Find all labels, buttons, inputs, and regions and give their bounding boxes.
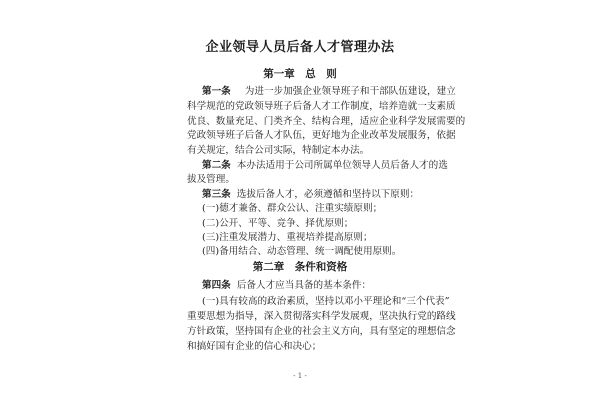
paragraph-line [187, 101, 456, 113]
line-text: 党政领导班子后备人才队伍，更好地为企业改革发展服务，依据 [187, 130, 456, 141]
line-text: 选拔后备人才，必须遵循和坚持以下原则： [236, 189, 420, 200]
document-title: 企业领导人员后备人才管理办法 [205, 40, 395, 55]
line-text: 重要思想为指导，深入贯彻落实科学发展观，坚决执行党的路线 [187, 311, 456, 322]
page-number: - 1 - [293, 372, 307, 380]
paragraph-line [187, 116, 465, 128]
line-text: (二)公开、平等、竞争、择优原则； [202, 218, 354, 229]
line-text: (三)注重发展潜力、重视培养提高原则； [202, 232, 373, 243]
paragraph-line [187, 174, 235, 186]
line-text: 优良、数量充足、门类齐全、结构合理，适应企业科学发展需要的 [187, 116, 466, 127]
paragraph-line [202, 232, 373, 244]
line-text: 为进一步加强企业领导班子和干部队伍建设，建立 [244, 86, 456, 97]
paragraph-line [187, 341, 321, 353]
paragraph-line [202, 246, 401, 258]
line-text: (四)备用结合、动态管理、统一调配使用原则。 [202, 246, 402, 257]
chapter-2-heading: 第二章 条件和资格 [252, 261, 348, 273]
article-label: 第三条 [202, 189, 231, 200]
paragraph-line [202, 203, 382, 215]
chapter-1-heading: 第一章 总 则 [263, 68, 337, 80]
line-text: (一)具有较高的政治素质，坚持以邓小平理论和“三个代表” [202, 296, 450, 307]
line-text: 有关规定，结合公司实际，特制定本办法。 [187, 145, 370, 156]
line-text: 本办法适用于公司所属单位领导人员后备人才的选 [236, 160, 448, 171]
paragraph-line [187, 130, 456, 142]
article-label: 第四条 [202, 280, 231, 291]
paragraph-line [202, 189, 419, 201]
paragraph-line [187, 145, 369, 157]
line-text: 后备人才应当具备的基本条件： [236, 280, 372, 291]
paragraph-line [187, 326, 456, 338]
paragraph-line [202, 218, 353, 230]
paragraph-line [202, 86, 456, 98]
paragraph-line [202, 296, 450, 308]
line-text: 和搞好国有企业的信心和决心； [187, 341, 322, 352]
line-text: 拔及管理。 [187, 174, 235, 185]
line-text: 科学规范的党政领导班子后备人才工作制度，培养造就一支素质 [187, 101, 456, 112]
paragraph-line [202, 280, 371, 292]
line-text: 方针政策，坚持国有企业的社会主义方向，具有坚定的理想信念 [187, 326, 456, 337]
paragraph-line [187, 311, 456, 323]
article-label: 第二条 [202, 160, 231, 171]
paragraph-line [202, 160, 448, 172]
article-label: 第一条 [202, 86, 231, 97]
line-text: (一)德才兼备、群众公认、注重实绩原则； [202, 203, 383, 214]
